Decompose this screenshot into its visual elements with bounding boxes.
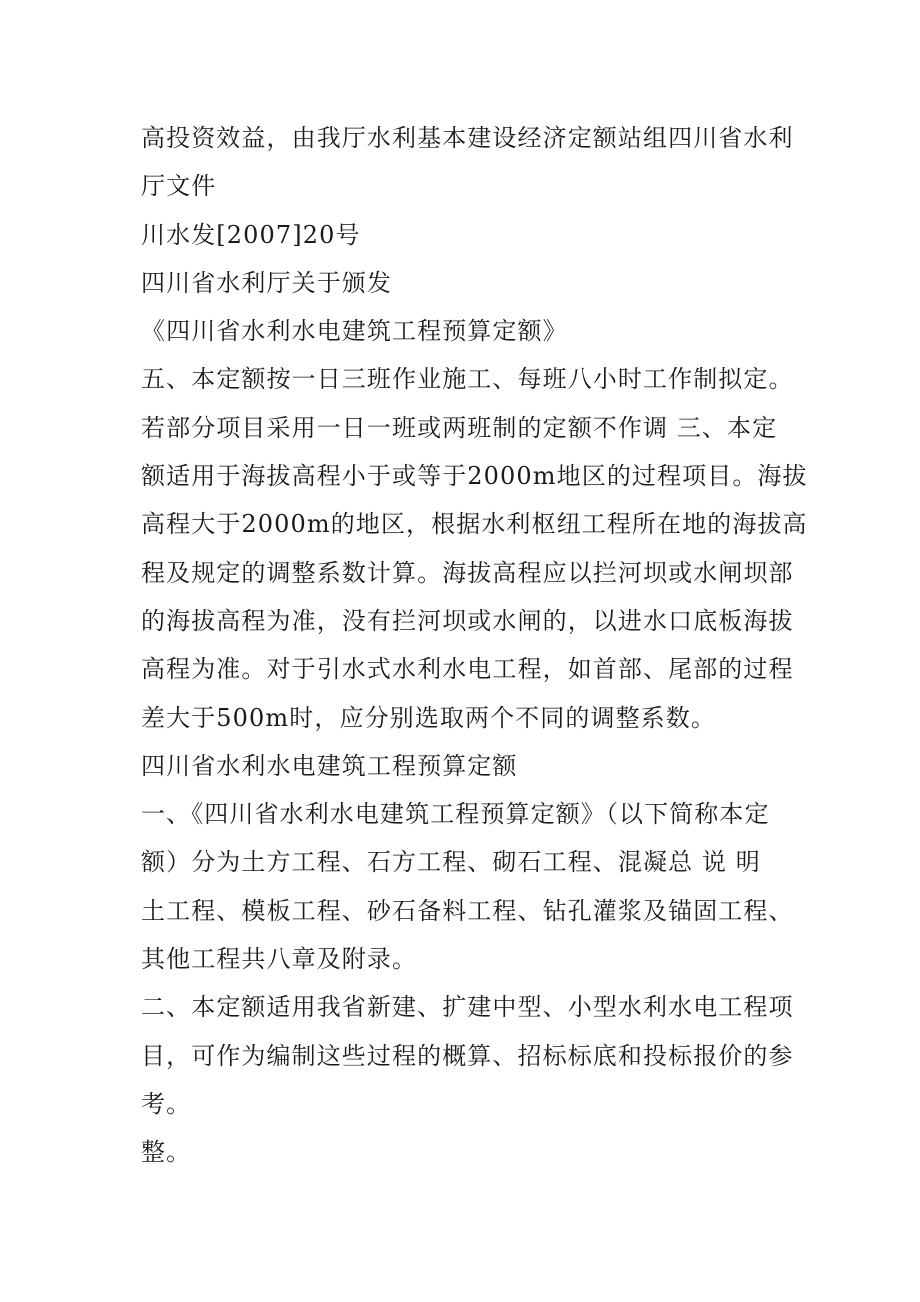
text-line: 《四川省水利水电建筑工程预算定额》: [141, 317, 568, 346]
text-line: 额适用于海拔高程小于或等于2000m地区的过程项目。海拔: [141, 462, 808, 491]
document-body: [141, 114, 808, 1177]
text-line: 的海拔高程为准，没有拦河坝或水闸的，以进水口底板海拔: [141, 606, 794, 635]
text-line: 差大于500m时，应分别选取两个不同的调整系数。: [141, 703, 716, 732]
text-line: 考。: [141, 1089, 192, 1118]
text-line: 若部分项目采用一日一班或两班制的定额不作调 三、本定: [141, 413, 778, 442]
text-line: 其他工程共八章及附录。: [141, 945, 418, 974]
text-line: 高程大于2000m的地区，根据水利枢纽工程所在地的海拔高: [141, 510, 808, 539]
text-line: 程及规定的调整系数计算。海拔高程应以拦河坝或水闸坝部: [141, 558, 794, 587]
text-line: 四川省水利水电建筑工程预算定额: [141, 751, 518, 780]
text-line: 土工程、模板工程、砂石备料工程、钻孔灌浆及锚固工程、: [141, 896, 794, 925]
text-line: 五、本定额按一日三班作业施工、每班八小时工作制拟定。: [141, 365, 794, 394]
text-line: 高程为准。对于引水式水利水电工程，如首部、尾部的过程: [141, 655, 794, 684]
text-line: 厅文件: [141, 172, 217, 201]
text-line: 四川省水利厅关于颁发: [141, 268, 392, 297]
text-line: 高投资效益，由我厅水利基本建设经济定额站组四川省水利: [141, 124, 794, 152]
text-line: 川水发[2007]20号: [141, 220, 361, 249]
text-line: 额）分为土方工程、石方工程、砌石工程、混凝总 说 明: [141, 848, 761, 877]
text-line: 整。: [141, 1138, 192, 1167]
text-line: 二、本定额适用我省新建、扩建中型、小型水利水电工程项: [141, 993, 794, 1022]
text-line: 一、《四川省水利水电建筑工程预算定额》（以下简称本定: [141, 800, 770, 829]
text-line: 目，可作为编制这些过程的概算、招标标底和投标报价的参: [141, 1041, 794, 1070]
